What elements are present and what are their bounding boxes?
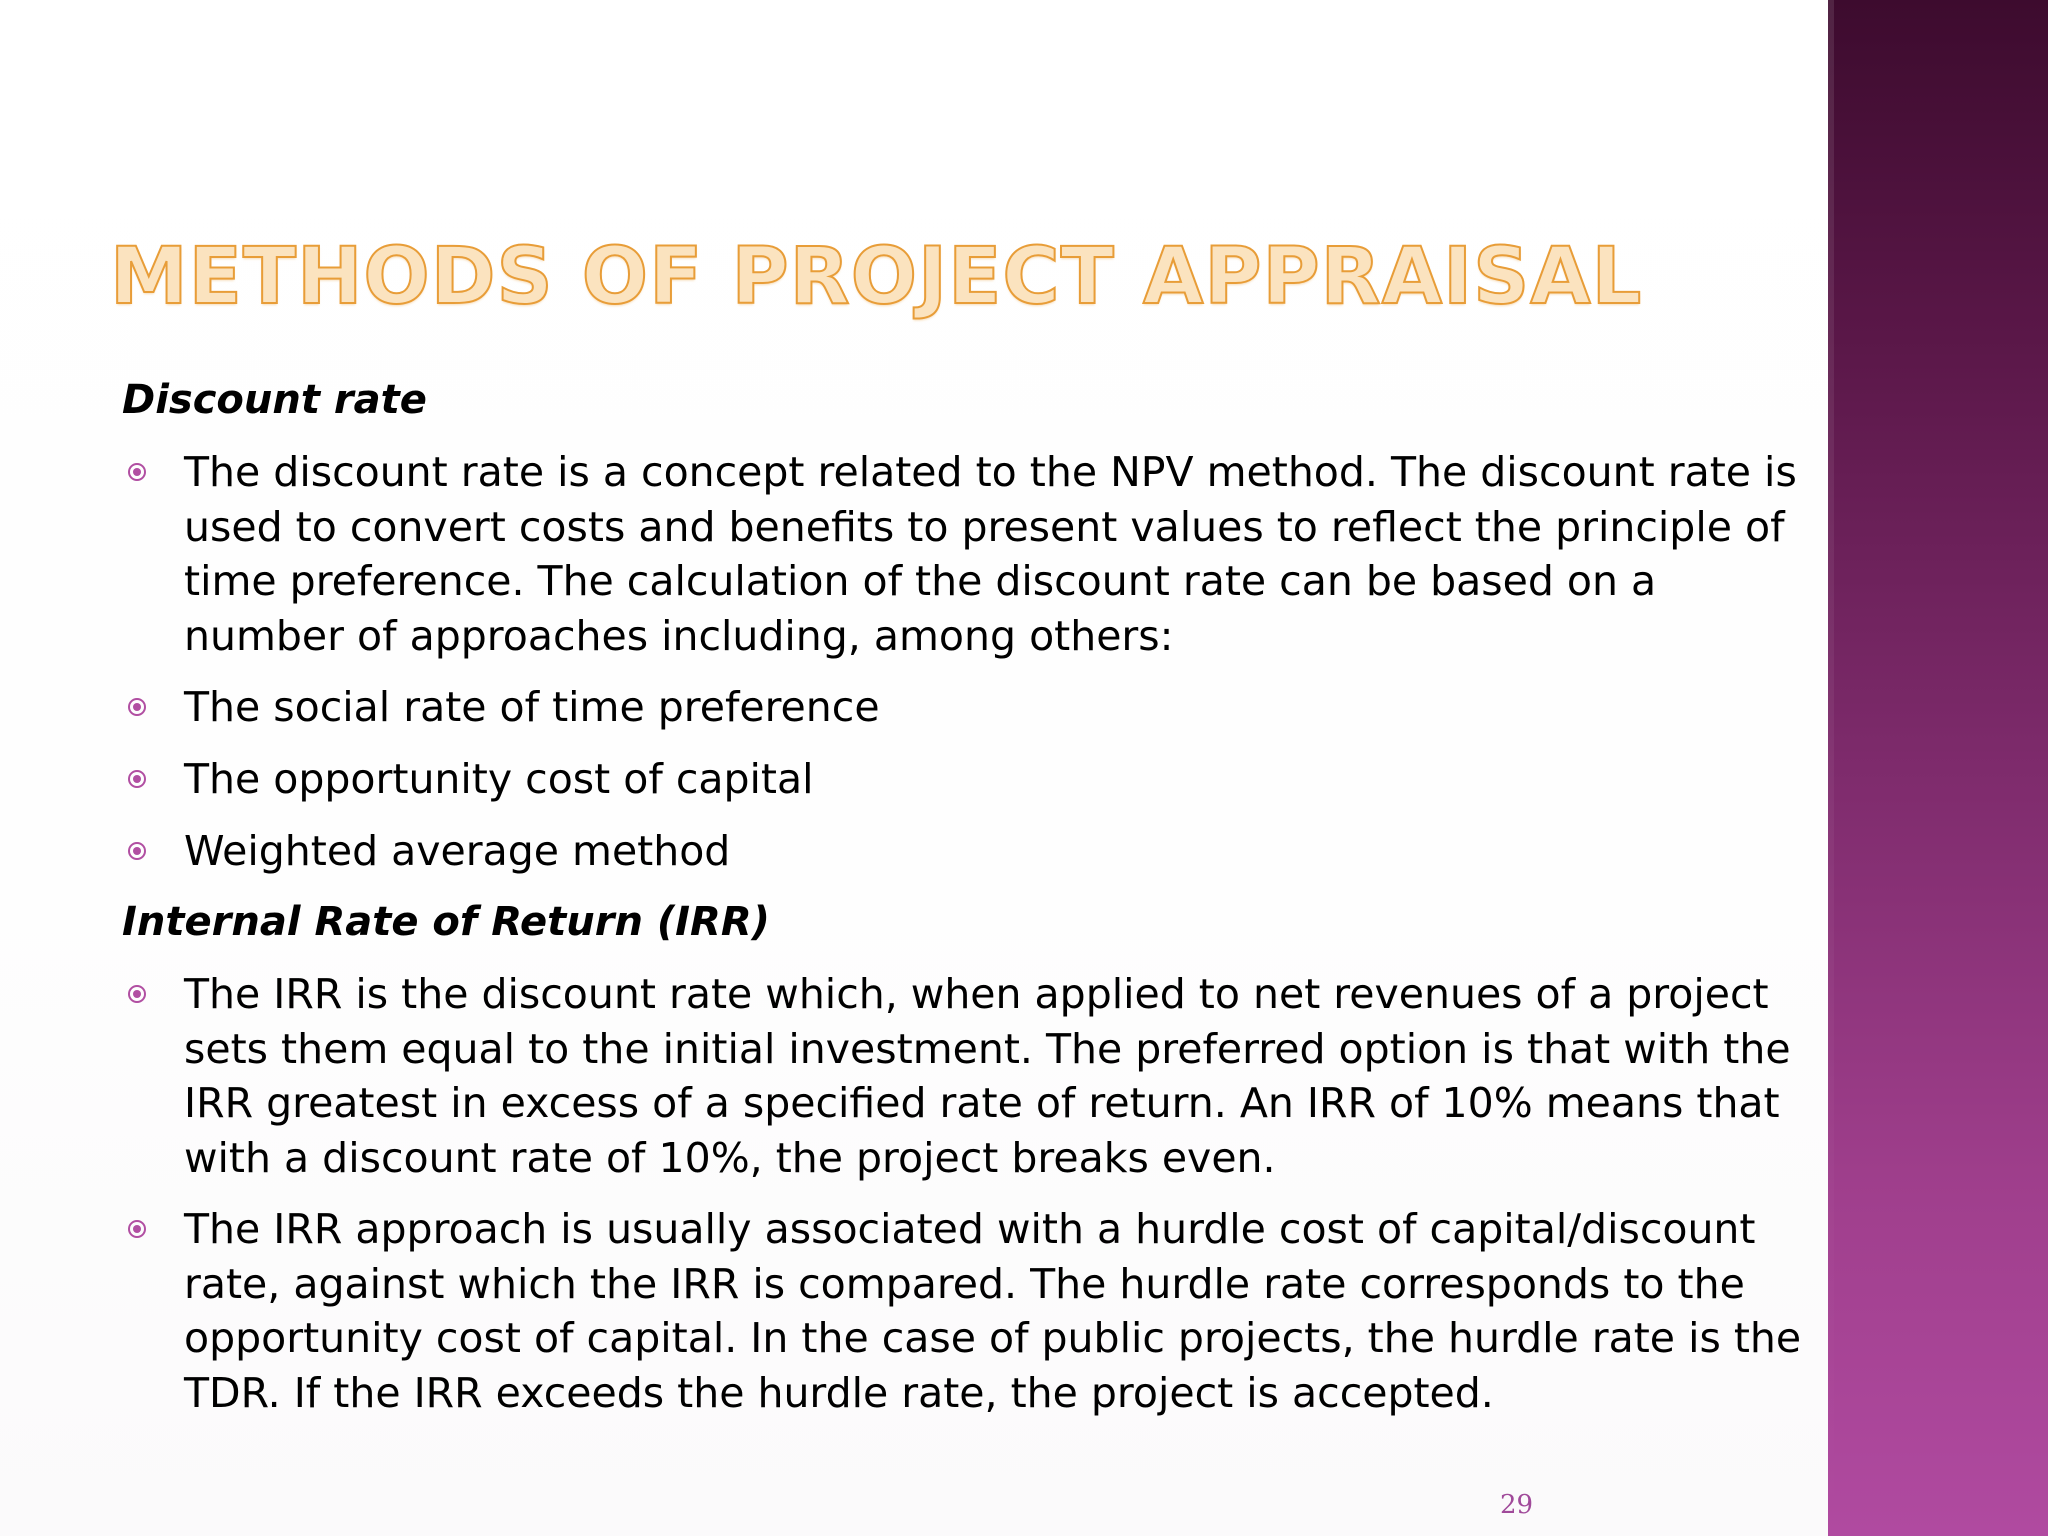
slide-title: METHODS OF PROJECT APPRAISAL <box>110 232 1643 322</box>
bullet-item <box>122 1202 1802 1420</box>
radio-bullet-icon <box>128 842 146 860</box>
bullet-item <box>122 967 1802 1185</box>
radio-bullet-icon <box>128 770 146 788</box>
bullet-item <box>122 445 1802 663</box>
section-heading-discount-rate: Discount rate <box>122 377 427 423</box>
bullet-text: The social rate of time preference <box>184 683 880 731</box>
bullet-text: The discount rate is a concept related to the NPV method. The discount rate is used to convert costs and benefits to present values to reflect the principle of time preference. The calculation of the discount rate can be based on a number of approaches including, among others: <box>184 448 1797 660</box>
bullet-item <box>122 824 1802 879</box>
bullet-item <box>122 680 1802 735</box>
section-heading-irr: Internal Rate of Return (IRR) <box>122 899 770 945</box>
bullet-text: The IRR is the discount rate which, when applied to net revenues of a project sets them equal to the initial investment. The preferred option is that with the IRR greatest in excess of a specified rate of return. An IRR of 10% means that with a discount rate of 10%, the project breaks even. <box>184 970 1791 1182</box>
decorative-side-band <box>1828 0 2048 1536</box>
radio-bullet-icon <box>128 1220 146 1238</box>
radio-bullet-icon <box>128 985 146 1003</box>
bullet-text: The opportunity cost of capital <box>184 755 814 803</box>
bullet-item <box>122 752 1802 807</box>
page-number: 29 <box>1500 1490 1534 1520</box>
radio-bullet-icon <box>128 463 146 481</box>
bullet-text: Weighted average method <box>184 827 731 875</box>
bullet-text: The IRR approach is usually associated with a hurdle cost of capital/discount rate, against which the IRR is compared. The hurdle rate corresponds to the opportunity cost of capital. In the case of public projects, the hurdle rate is the TDR. If the IRR exceeds the hurdle rate, the project is accepted. <box>184 1205 1802 1417</box>
radio-bullet-icon <box>128 698 146 716</box>
